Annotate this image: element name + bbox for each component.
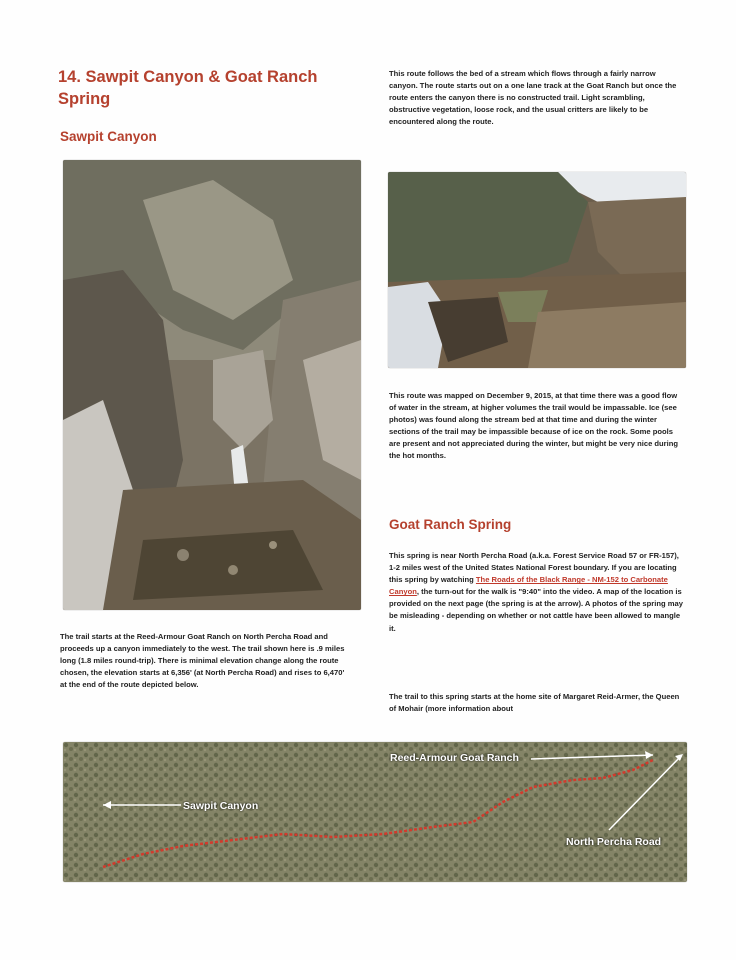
stream-ice-photo (388, 172, 686, 368)
page-title: 14. Sawpit Canyon & Goat Ranch Spring (58, 68, 318, 108)
roads-video-link[interactable]: The Roads of the Black Range - NM-152 to Carbonate Canyon (389, 575, 668, 597)
sawpit-canyon-photo (63, 160, 361, 610)
goat-ranch-spring-paragraph (389, 550, 685, 635)
left-intro-paragraph: The trail starts at the Reed-Armour Goat Ranch on North Percha Road and proceeds up a canyon immediately to the west. The trail shown here is .9 miles long (1.8 miles round-trip). There is minimal elevation change along the route chosen, the elevation starts at 6,356' (at North Percha Road) and rises to 6,470' at the end of the route depicted below. (60, 632, 345, 690)
north-percha-label: North Percha Road (566, 836, 662, 848)
sawpit-canyon-label: Sawpit Canyon (183, 800, 259, 812)
goat-ranch-spring-heading: Goat Ranch Spring (389, 517, 512, 532)
goat-p1-text-before: This spring is near North Percha Road (a.k.a. Forest Service Road 57 or FR-157), 1-2 miles west of the United States National Forest boundary. If you are locating this spring by watching (389, 551, 679, 585)
sawpit-canyon-heading: Sawpit Canyon (60, 129, 157, 144)
goat-ranch-label: Reed-Armour Goat Ranch (390, 752, 519, 764)
mapping-date-paragraph: This route was mapped on December 9, 2015, at that time there was a good flow of water in the stream, at higher volumes the trail would be impassable. Ice (see photos) was found along the stream bed at that time and during the winter sections of the trail may be impassible because of ice on the rock. Some pools are present and not appreciated during the winter, but might be very nice during the hot months. (389, 391, 679, 461)
route-description-paragraph: This route follows the bed of a stream which flows through a fairly narrow canyon. The route starts out on a one lane track at the Goat Ranch but once the route enters the canyon there is no constructed trail. Light scrambling, obstructive vegetation, loose rock, and the usual critters are likely to be encountered along the route. (389, 69, 677, 127)
route-map (63, 742, 687, 882)
trail-start-paragraph: The trail to this spring starts at the home site of Margaret Reid-Armer, the Queen of Mohair (more information about (389, 692, 680, 714)
goat-p1-text-after: , the turn-out for the walk is "9:40" into the video. A map of the location is provided on the next page (the spring is at the arrow). A photos of the spring may be misleading - depending on whether or not cattle have been allowed to mangle it. (389, 587, 683, 633)
